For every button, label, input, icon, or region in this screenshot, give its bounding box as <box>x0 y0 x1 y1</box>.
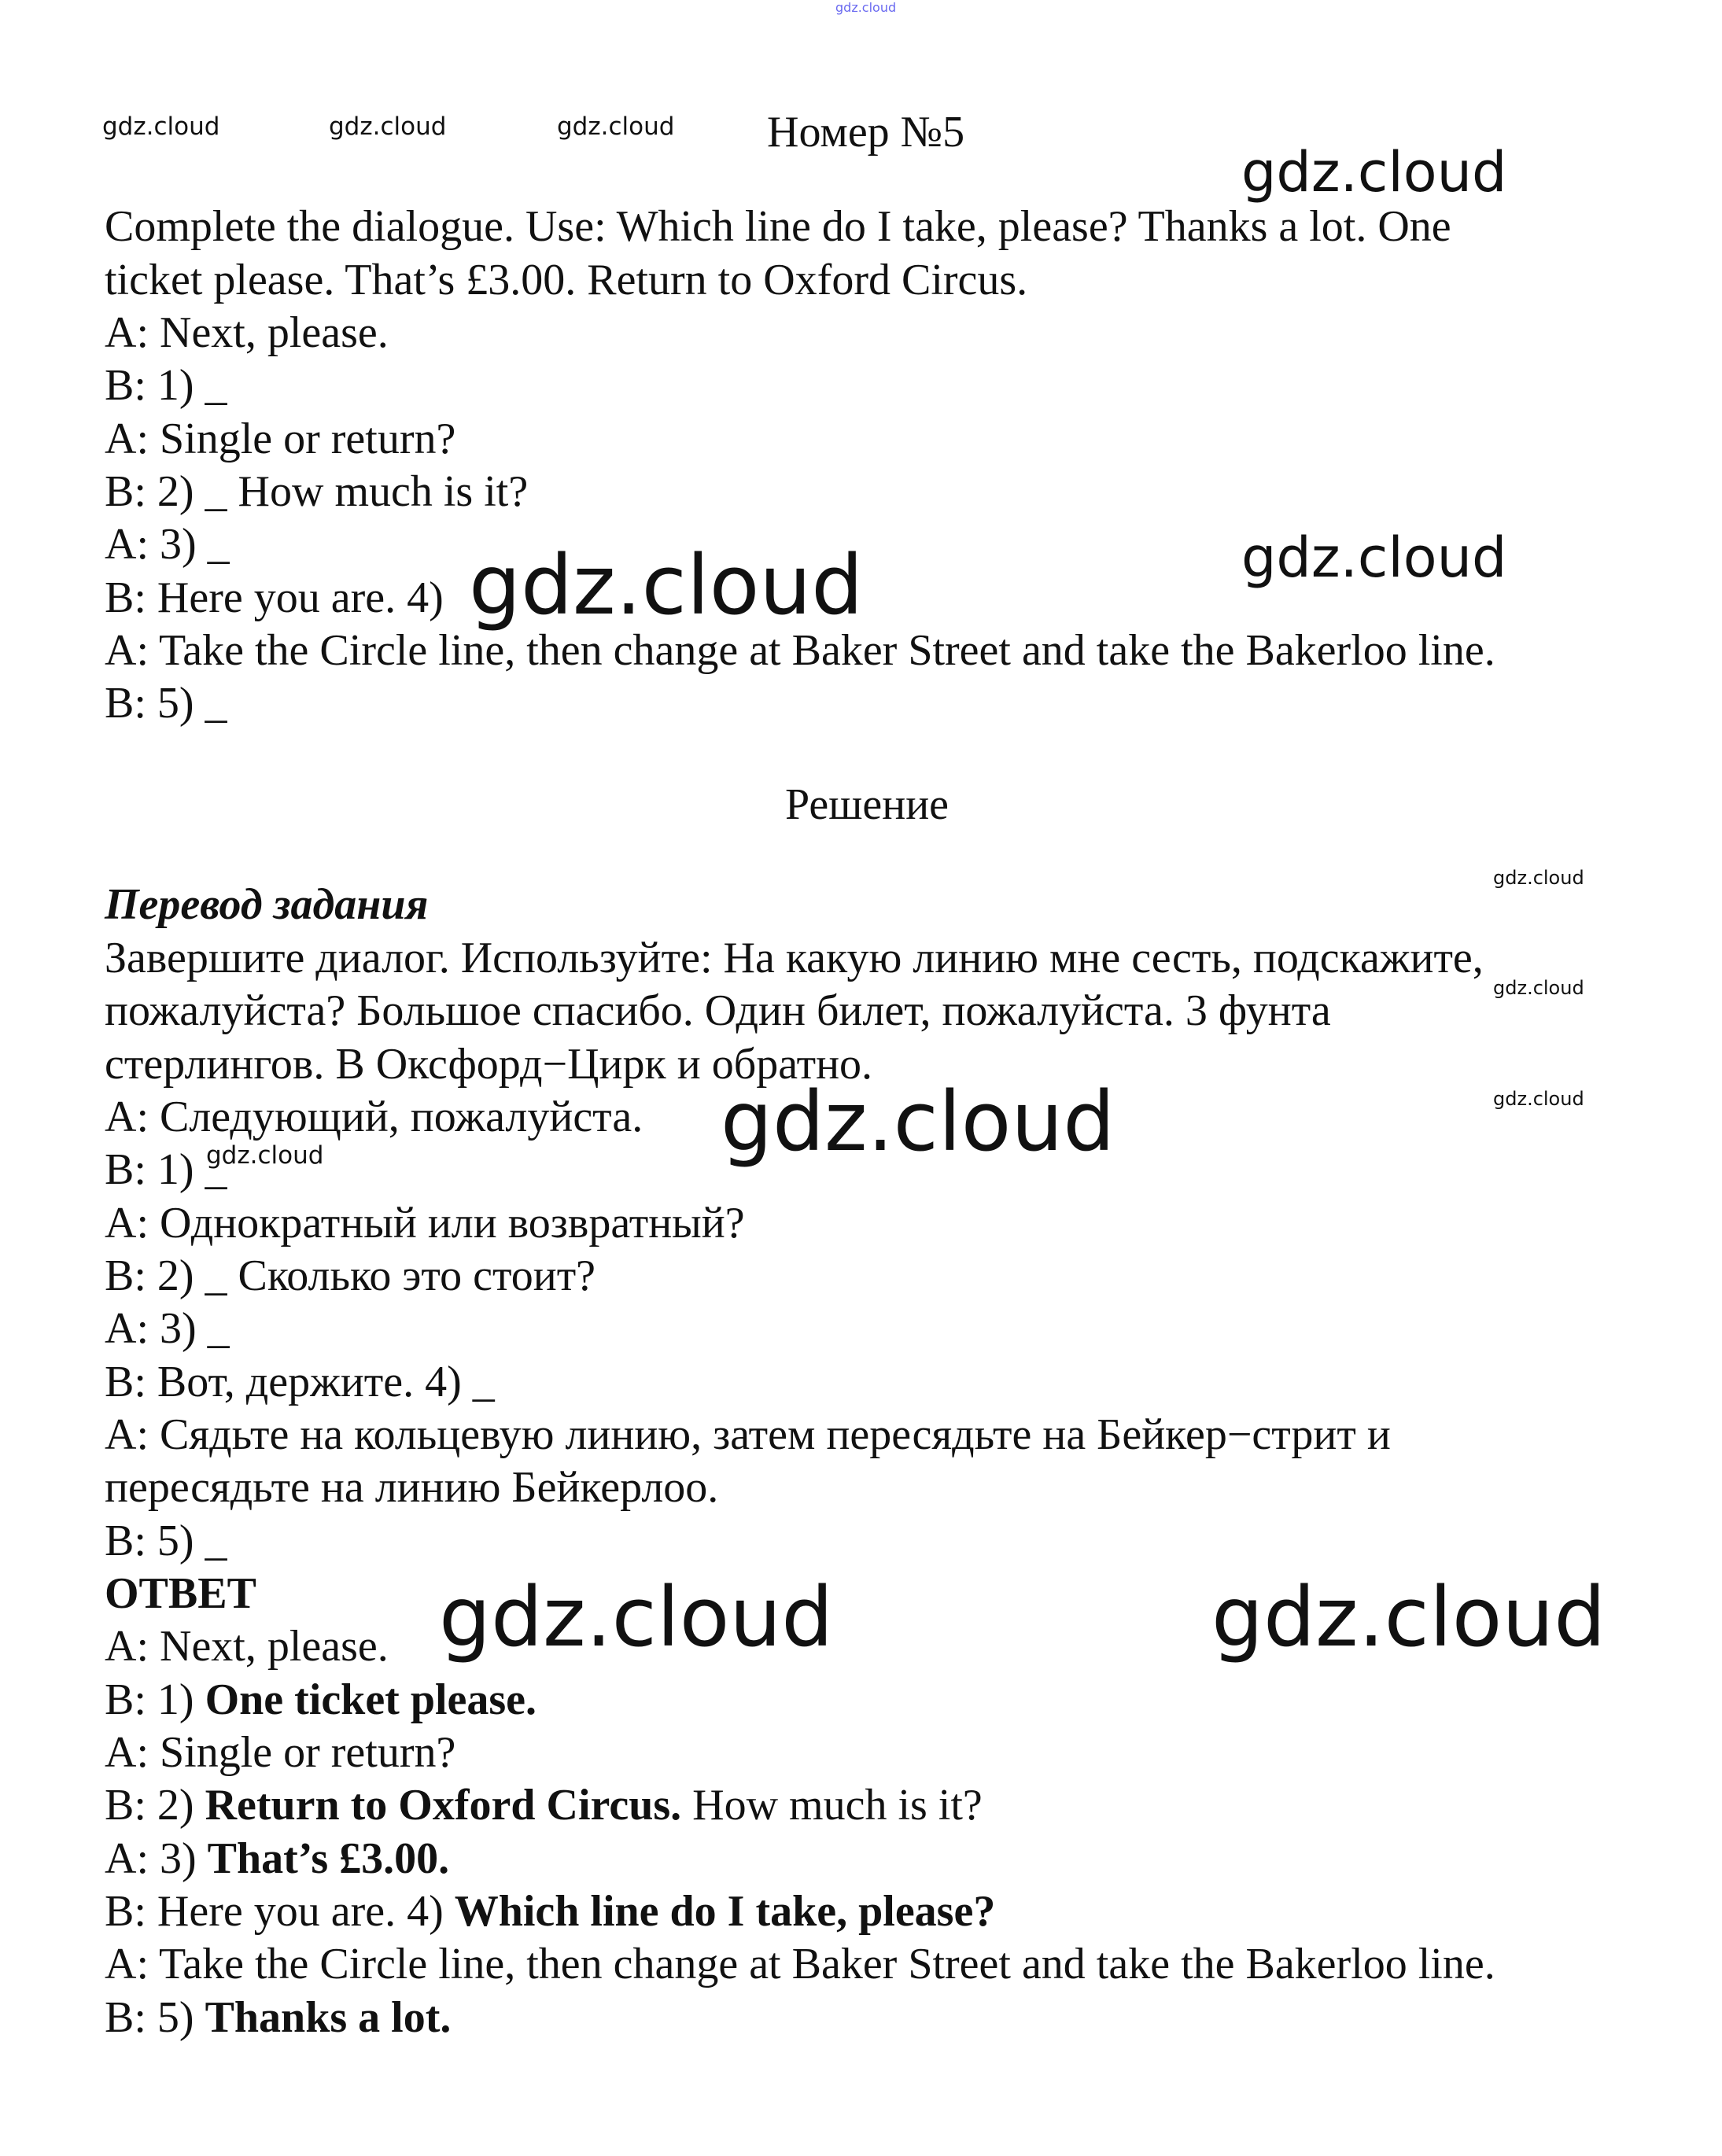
watermark: gdz.cloud <box>1493 1088 1584 1110</box>
task-line: B: Here you are. 4) <box>105 573 444 622</box>
answer-line <box>105 1726 455 1779</box>
watermark: gdz.cloud <box>835 0 897 15</box>
answer-line <box>105 1778 983 1832</box>
translation-line: пересядьте на линию Бейкерлоо. <box>105 1463 719 1512</box>
translation-line: A: Следующий, пожалуйста. <box>105 1093 643 1141</box>
translation-line: A: Сядьте на кольцевую линию, затем пересядьте на Бейкер−стрит и <box>105 1410 1391 1459</box>
page-title: Номер №5 <box>767 108 965 157</box>
watermark: gdz.cloud <box>102 112 220 141</box>
task-line: A: Take the Circle line, then change at Baker Street and take the Bakerloo line. <box>105 626 1495 675</box>
task-line: B: 5) _ <box>105 679 227 728</box>
watermark: gdz.cloud <box>1211 1569 1606 1665</box>
translation-line: стерлингов. В Оксфорд−Цирк и обратно. <box>105 1040 873 1089</box>
task-line: B: 1) _ <box>105 361 227 410</box>
translation-line: A: 3) _ <box>105 1304 230 1353</box>
task-line: A: 3) _ <box>105 520 230 569</box>
answer-bold: That’s £3.00. <box>207 1834 450 1883</box>
answer-plain: A: Single or return? <box>105 1728 456 1777</box>
watermark: gdz.cloud <box>206 1141 324 1170</box>
task-line: B: 2) _ How much is it? <box>105 467 529 516</box>
answer-line <box>105 1673 537 1727</box>
watermark: gdz.cloud <box>1493 977 1584 999</box>
translation-line: B: 1) _ <box>105 1145 227 1194</box>
answer-line <box>105 1991 451 2044</box>
answer-plain: A: 3) <box>105 1834 208 1883</box>
answer-line <box>105 1885 995 1938</box>
task-line: ticket please. That’s £3.00. Return to Oxford Circus. <box>105 256 1028 304</box>
watermark: gdz.cloud <box>1241 140 1507 205</box>
answer-line <box>105 1620 389 1673</box>
answer-after: How much is it? <box>681 1781 983 1830</box>
answer-plain: B: 1) <box>105 1675 205 1724</box>
task-line: A: Single or return? <box>105 415 456 463</box>
translation-line: B: 5) _ <box>105 1517 227 1565</box>
answer-bold: Return to Oxford Circus. <box>205 1781 682 1830</box>
watermark: gdz.cloud <box>469 537 864 633</box>
translation-heading: Перевод задания <box>105 880 429 929</box>
translation-line: пожалуйста? Большое спасибо. Один билет, пожалуйста. 3 фунта <box>105 986 1331 1035</box>
solution-heading: Решение <box>785 780 949 829</box>
task-line: A: Next, please. <box>105 308 389 357</box>
watermark: gdz.cloud <box>329 112 447 141</box>
answer-bold: Thanks a lot. <box>205 1993 452 2042</box>
answer-line <box>105 1832 449 1885</box>
translation-line: A: Однократный или возвратный? <box>105 1199 745 1248</box>
watermark: gdz.cloud <box>721 1074 1115 1170</box>
answer-line <box>105 1937 1495 1991</box>
watermark: gdz.cloud <box>1493 867 1584 889</box>
watermark: gdz.cloud <box>557 112 675 141</box>
answer-plain: A: Take the Circle line, then change at Baker Street and take the Bakerloo line. <box>105 1940 1495 1988</box>
translation-line: B: Вот, держите. 4) _ <box>105 1358 495 1406</box>
watermark: gdz.cloud <box>1241 525 1507 590</box>
answer-plain: B: 5) <box>105 1993 205 2042</box>
answer-heading: ОТВЕТ <box>105 1569 256 1618</box>
watermark: gdz.cloud <box>439 1569 834 1665</box>
answer-plain: A: Next, please. <box>105 1622 389 1671</box>
translation-line: Завершите диалог. Используйте: На какую линию мне сесть, подскажите, <box>105 934 1484 982</box>
translation-line: B: 2) _ Сколько это стоит? <box>105 1251 596 1300</box>
answer-bold: One ticket please. <box>205 1675 537 1724</box>
answer-plain: B: 2) <box>105 1781 205 1830</box>
task-line: Complete the dialogue. Use: Which line do I take, please? Thanks a lot. One <box>105 202 1451 251</box>
answer-bold: Which line do I take, please? <box>454 1887 996 1936</box>
answer-plain: B: Here you are. 4) <box>105 1887 455 1936</box>
